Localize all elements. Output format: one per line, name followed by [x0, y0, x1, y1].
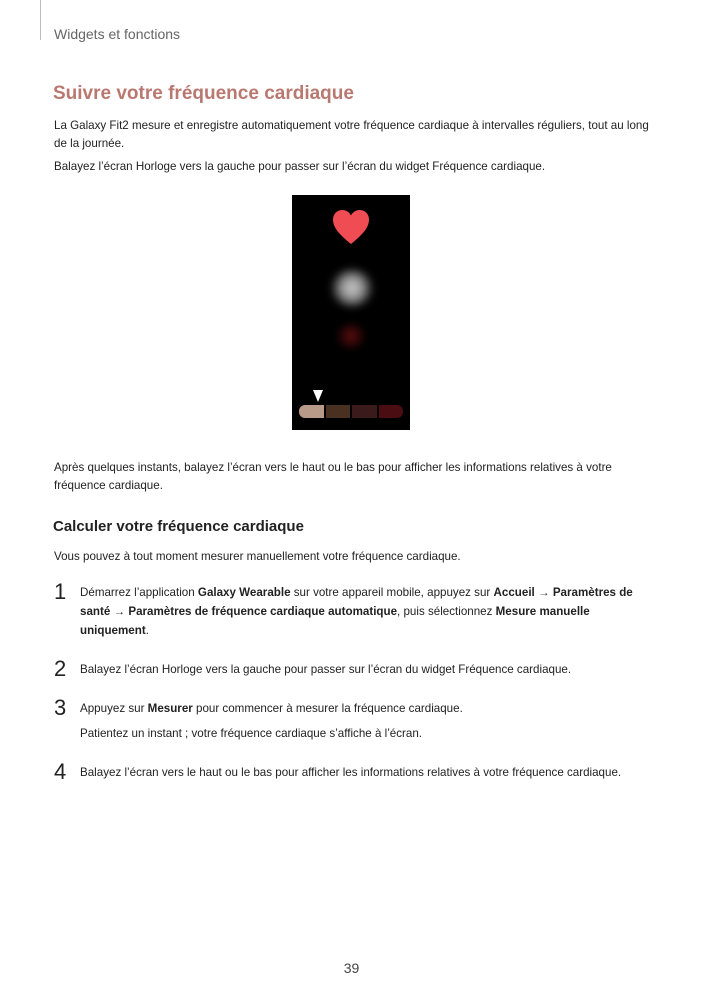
bold-term: Galaxy Wearable — [197, 586, 291, 599]
step-text-fragment: pour commencer à mesurer la fréquence cardiaque. — [192, 702, 463, 715]
step-text — [80, 583, 650, 640]
step-note: Patientez un instant ; votre fréquence cardiaque s’affiche à l’écran. — [80, 727, 423, 740]
step-text-fragment: Balayez l’écran vers le haut ou le bas pour afficher les informations relatives à votre fréquence cardiaque. — [80, 766, 622, 779]
heart-rate-zone-bar — [299, 405, 403, 418]
step-text-fragment: sur votre appareil mobile, appuyez sur — [290, 586, 494, 599]
intro-paragraph-2: Balayez l’écran Horloge vers la gauche pour passer sur l’écran du widget Fréquence cardiaque. — [54, 160, 546, 173]
bold-term: Paramètres de fréquence cardiaque automatique — [128, 605, 398, 618]
step-text — [80, 660, 650, 679]
step-text-fragment: , puis sélectionnez — [397, 605, 496, 618]
page-number: 39 — [343, 960, 360, 976]
heart-shape — [333, 210, 369, 244]
zone-segment-2 — [326, 405, 351, 418]
step-text-fragment: . — [145, 624, 149, 637]
step-number: 2 — [54, 656, 67, 681]
bold-term: Paramètres de santé — [80, 586, 633, 618]
step-number: 4 — [54, 759, 67, 784]
header-rule — [40, 0, 41, 40]
blurred-heart-rate-unit — [334, 323, 368, 349]
zone-segment-3 — [352, 405, 377, 418]
step-text-fragment: Appuyez sur — [80, 702, 148, 715]
heart-icon — [332, 209, 370, 245]
step-text-fragment: Balayez l’écran Horloge vers la gauche pour passer sur l’écran du widget Fréquence cardiaque. — [80, 663, 572, 676]
zone-segment-4 — [379, 405, 404, 418]
section-subtitle: Calculer votre fréquence cardiaque — [53, 518, 304, 535]
section-header: Widgets et fonctions — [54, 26, 181, 42]
sub-intro-paragraph: Vous pouvez à tout moment mesurer manuellement votre fréquence cardiaque. — [54, 550, 461, 563]
step-text-fragment: → — [534, 586, 553, 599]
blurred-heart-rate-value — [330, 269, 374, 307]
bold-term: Mesure manuelle uniquement — [80, 605, 590, 637]
step-text — [80, 763, 650, 782]
step-text — [80, 699, 650, 718]
zone-pointer-icon — [313, 390, 323, 402]
bold-term: Accueil — [493, 586, 535, 599]
watch-screen-illustration — [292, 195, 410, 430]
step-number: 1 — [54, 579, 67, 604]
step-text-fragment: Démarrez l’application — [80, 586, 198, 599]
intro-paragraph-1: La Galaxy Fit2 mesure et enregistre automatiquement votre fréquence cardiaque à intervalles réguliers, tout au long de la journée. — [54, 119, 649, 150]
zone-segment-1 — [299, 405, 324, 418]
page-title: Suivre votre fréquence cardiaque — [53, 83, 354, 104]
step-text-fragment: → — [110, 605, 129, 618]
bold-term: Mesurer — [147, 702, 193, 715]
step-number: 3 — [54, 695, 67, 720]
after-image-paragraph: Après quelques instants, balayez l’écran vers le haut ou le bas pour afficher les informations relatives à votre fréquence cardiaque. — [54, 461, 612, 492]
